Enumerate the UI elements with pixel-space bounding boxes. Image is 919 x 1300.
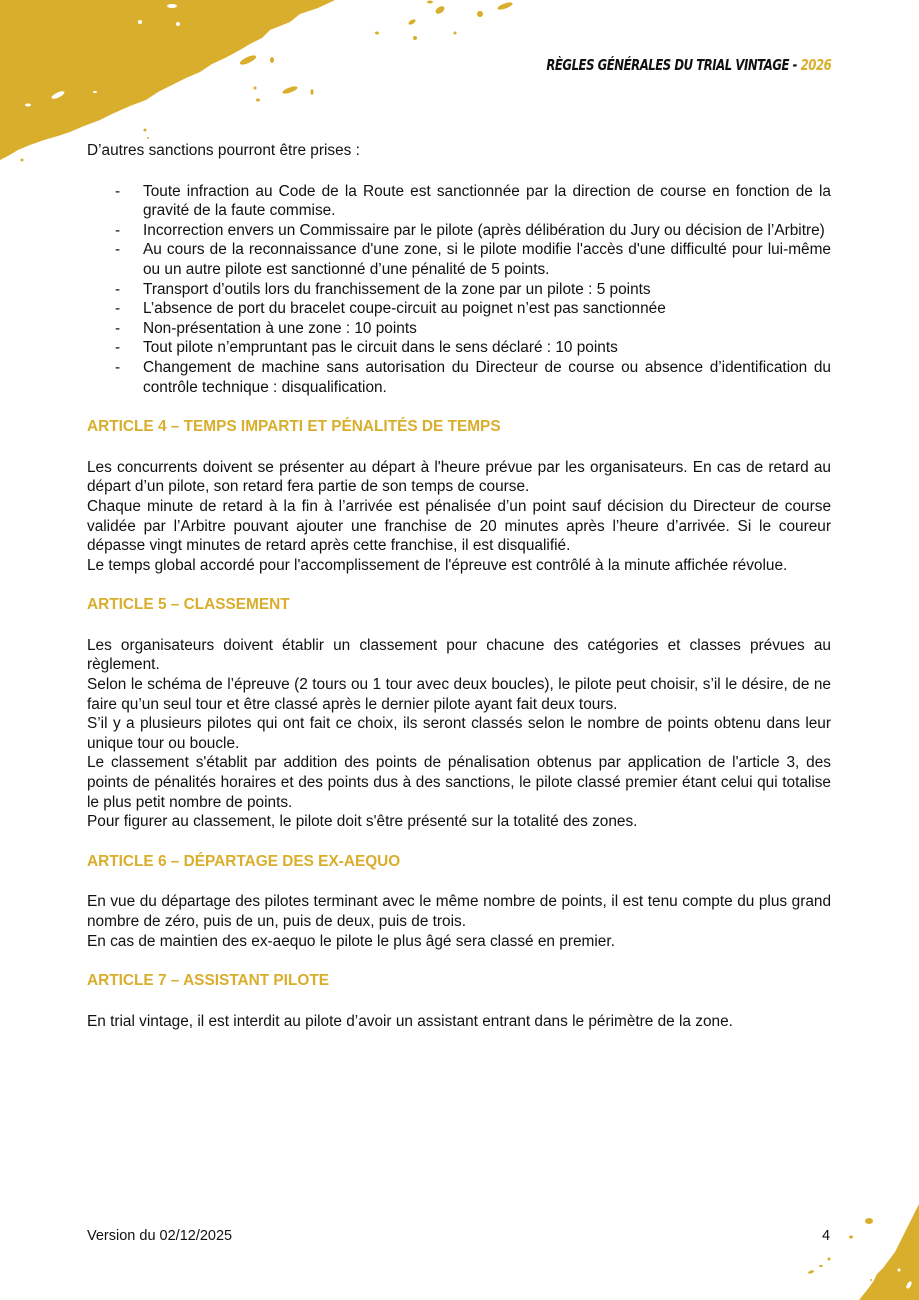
article-paragraph: Le classement s'établit par addition des points de pénalisation obtenus par application de l'article 3, des points de pénalités horaires et des points dus à des sanctions, le pilote classé premier étant celui qui totalise le plus petit nombre de points. — [87, 754, 831, 811]
document-header-title — [546, 56, 831, 74]
article-paragraph: S’il y a plusieurs pilotes qui ont fait ce choix, ils seront classés selon le nombre de points obtenu dans leur unique tour ou boucle. — [87, 715, 831, 752]
article-paragraph: Selon le schéma de l’épreuve (2 tours ou 1 tour avec deux boucles), le pilote peut choisir, s’il le désire, de ne faire qu’un seul tour et être classé après le dernier pilote ayant fait deux tours. — [87, 676, 831, 713]
article-paragraph: En trial vintage, il est interdit au pilote d’avoir un assistant entrant dans le périmètre de la zone. — [87, 1012, 733, 1030]
article-paragraph: En cas de maintien des ex-aequo le pilote le plus âgé sera classé en premier. — [87, 932, 615, 950]
list-item: - L’absence de port du bracelet coupe-circuit au poignet n’est pas sanctionnée — [115, 300, 666, 318]
list-item: - Changement de machine sans autorisation du Directeur de course ou absence d’identification du contrôle technique : disqualification. — [115, 358, 831, 396]
article-paragraph: Le temps global accordé pour l'accomplissement de l'épreuve est contrôlé à la minute affichée révolue. — [87, 556, 788, 574]
sanctions-intro: D’autres sanctions pourront être prises : — [87, 142, 360, 159]
article-6 — [87, 852, 831, 951]
footer-version: Version du 02/12/2025 — [87, 1228, 233, 1244]
list-item: - Incorrection envers un Commissaire par le pilote (après délibération du Jury ou décision de l’Arbitre) — [115, 221, 825, 239]
list-item: - Transport d’outils lors du franchissement de la zone par un pilote : 5 points — [115, 280, 651, 298]
article-4 — [87, 417, 831, 575]
bullet-dash: - — [115, 280, 121, 298]
bullet-dash: - — [115, 300, 121, 318]
article-paragraph: Les organisateurs doivent établir un classement pour chacune des catégories et classes prévues au règlement. — [87, 636, 831, 674]
document-body — [87, 141, 831, 1031]
bullet-dash: - — [115, 241, 121, 259]
list-item: - Au cours de la reconnaissance d'une zone, si le pilote modifie l'accès d'une difficulté pour lui-même ou un autre pilote est sanctionné d’une pénalité de 5 points. — [115, 241, 831, 278]
bullet-dash: - — [115, 221, 121, 239]
list-item: - Non-présentation à une zone : 10 points — [115, 319, 417, 337]
bullet-dash: - — [115, 339, 121, 357]
article-paragraph: En vue du départage des pilotes terminant avec le même nombre de points, il est tenu compte du plus grand nombre de zéro, puis de un, puis de deux, puis de trois. — [87, 893, 831, 930]
paint-splash-bottom-right — [749, 1190, 919, 1300]
page-number: 4 — [822, 1228, 831, 1244]
article-heading: ARTICLE 6 – DÉPARTAGE DES EX-AEQUO — [87, 852, 401, 870]
list-item: - Toute infraction au Code de la Route est sanctionnée par la direction de course en fonction de la gravité de la faute commise. — [115, 182, 831, 220]
list-item: - Tout pilote n’empruntant pas le circuit dans le sens déclaré : 10 points — [115, 339, 618, 357]
article-5 — [87, 595, 831, 832]
article-heading: ARTICLE 5 – CLASSEMENT — [87, 596, 290, 614]
article-heading: ARTICLE 7 – ASSISTANT PILOTE — [87, 972, 329, 990]
bullet-dash: - — [115, 182, 121, 200]
bullet-dash: - — [115, 358, 121, 376]
sanctions-list — [87, 182, 831, 398]
header-year: 2026 — [800, 56, 831, 74]
article-heading: ARTICLE 4 – TEMPS IMPARTI ET PÉNALITÉS DE TEMPS — [87, 418, 501, 436]
article-paragraph: Chaque minute de retard à la fin à l’arrivée est pénalisée d’un point sauf décision du Directeur de course validée par l’Arbitre pouvant ajouter une franchise de 20 minutes après l’heure d’arrivée. Si le coureur dépasse vingt minutes de retard après cette franchise, il est disqualifié. — [87, 497, 831, 555]
bullet-dash: - — [115, 319, 121, 337]
header-title-text: RÈGLES GÉNÉRALES DU TRIAL VINTAGE - — [546, 56, 801, 74]
article-paragraph: Pour figurer au classement, le pilote doit s'être présenté sur la totalité des zones. — [87, 813, 638, 831]
article-7 — [87, 971, 831, 1031]
article-paragraph: Les concurrents doivent se présenter au départ à l'heure prévue par les organisateurs. En cas de retard au départ d’un pilote, son retard fera partie de son temps de course. — [87, 458, 831, 496]
